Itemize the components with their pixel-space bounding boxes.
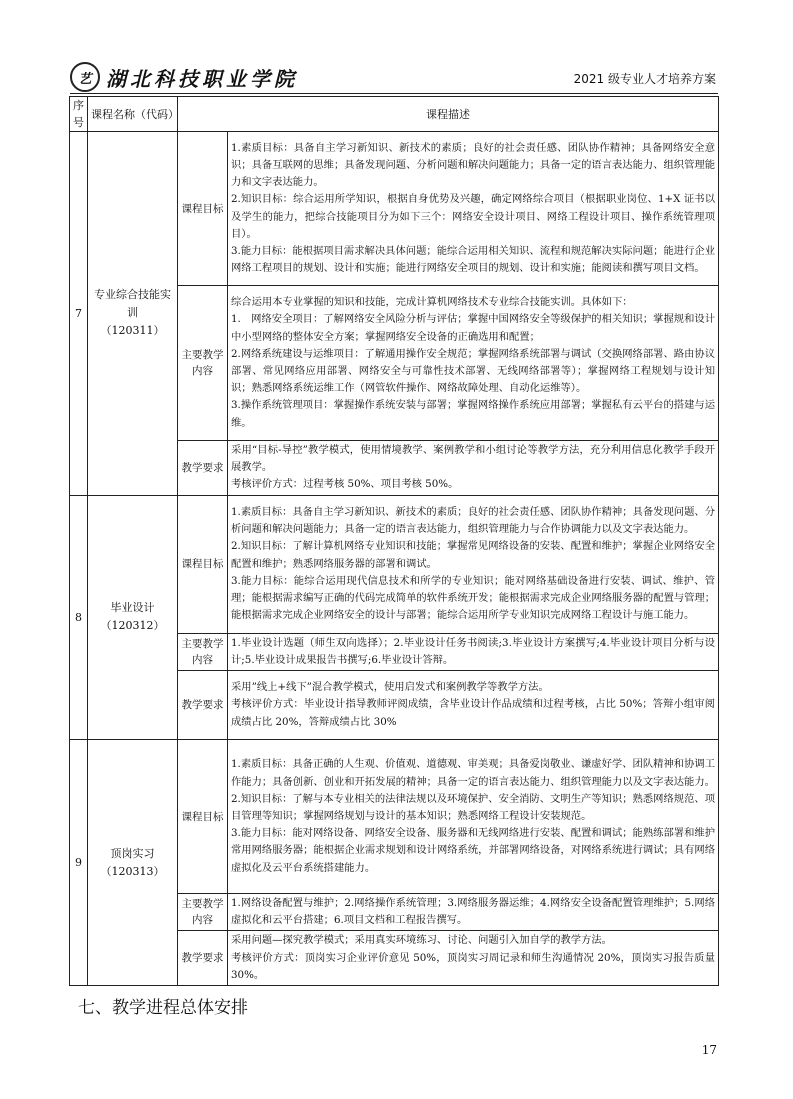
course-description-table xyxy=(69,96,719,986)
course-code: （120313） xyxy=(100,864,165,878)
description-paragraph: 1.素质目标：具备自主学习新知识、新技术的素质；良好的社会责任感、团队协作精神；具备发现问题、分析问题和解决问题能力；具备一定的语言表达能力，组织管理能力与合作协调能力以及文字表达能力。 xyxy=(231,505,715,536)
course-code: （120311） xyxy=(100,324,165,338)
description-paragraph: 3.能力目标：能根据项目需求解决具体问题；能综合运用相关知识、流程和规范解决实际问题；能进行企业网络工程项目的规划、设计和实施；能进行网络安全项目的规划、设计和实施；能阅读和撰写项目文档。 xyxy=(231,244,715,275)
description-paragraph: 2.知识目标：了解与本专业相关的法律法规以及环境保护、安全消防、文明生产等知识；熟悉网络规范、项目管理等知识；掌握网络规划与设计的基本知识；熟悉网络工程设计安装规范。 xyxy=(231,792,715,822)
course-name: 专业综合技能实训 xyxy=(94,288,171,320)
description-paragraph: 3.能力目标：能对网络设备、网络安全设备、服务器和无线网络进行安装、配置和调试；能熟练部署和维护常用网络服务器；能根据企业需求规划和设计网络系统，并部署网络设备，对网络系统进行调试；具有网络虚拟化及云平台系统搭建能力。 xyxy=(231,827,715,874)
course-name: 顶岗实习 xyxy=(110,846,155,860)
table-row xyxy=(70,132,719,286)
section-text-content xyxy=(228,286,719,441)
page-number: 17 xyxy=(701,1043,717,1057)
table-row xyxy=(70,740,719,894)
section-label-goal: 课程目标 xyxy=(178,132,228,286)
table-body xyxy=(70,132,719,986)
description-paragraph: 采用”线上+线下”混合教学模式，使用启发式和案例教学等教学方法。 xyxy=(231,681,549,694)
section-label-content: 主要教学内容 xyxy=(178,286,228,441)
section-text-requirement xyxy=(228,931,719,986)
header-divider xyxy=(70,93,718,94)
description-paragraph: 1.素质目标：具备自主学习新知识、新技术的素质；良好的社会责任感、团队协作精神；具备网络安全意识；具备互联网的思维；具备发现问题、分析问题和解决问题能力；具备一定的语言表达能力、组织管理能力和文字表达能力。 xyxy=(231,141,715,189)
section-text-content xyxy=(228,633,719,670)
course-name-cell xyxy=(88,495,178,739)
section-label-goal: 课程目标 xyxy=(178,495,228,633)
course-number: 9 xyxy=(70,740,88,986)
course-name: 毕业设计 xyxy=(110,601,155,615)
description-paragraph: 1. 网络安全项目：了解网络安全风险分析与评估；掌握中国网络安全等级保护的相关知识；掌握规和设计中小型网络的整体安全方案；掌握网络安全设备的正确选用和配置； xyxy=(231,313,715,343)
school-name: 湖北科技职业学院 xyxy=(106,66,298,91)
document-title: 2021 级专业人才培养方案 xyxy=(573,72,716,86)
course-name-cell xyxy=(88,132,178,496)
school-seal-icon: 艺 xyxy=(70,62,100,92)
section-text-goal xyxy=(228,495,719,633)
course-name-cell xyxy=(88,740,178,986)
section-label-requirement: 教学要求 xyxy=(178,671,228,740)
header-no: 序号 xyxy=(70,97,88,132)
section-heading: 七、教学进程总体安排 xyxy=(78,998,248,1018)
section-text-requirement xyxy=(228,671,719,740)
table-header-row xyxy=(70,97,719,132)
description-paragraph: 1.素质目标：具备正确的人生观、价值观、道德观、审美观；具备爱岗敬业、谦虚好学、团队精神和协调工作能力；具备创新、创业和开拓发展的精神；具备一定的语言表达能力、组织管理能力以及文字表达能力。 xyxy=(231,758,715,788)
description-paragraph: 2.网络系统建设与运维项目：了解通用操作安全规范；掌握网络系统部署与调试（交换网络部署、路由协议部署、常见网络应用部署、网络安全与可靠性技术部署、无线网络部署等）；掌握网络工程规划与设计知识；熟悉网络系统运维工作（网管软件操作、网络故障处理、自动化运维等）。 xyxy=(231,347,715,395)
section-text-content xyxy=(228,894,719,931)
description-paragraph: 2.知识目标：了解计算机网络专业知识和技能；掌握常见网络设备的安装、配置和维护；掌握企业网络安全配置和维护；熟悉网络服务器的部署和调试。 xyxy=(231,540,715,570)
section-text-goal xyxy=(228,132,719,286)
description-paragraph: 采用“目标-导控”教学模式，使用情境教学、案例教学和小组讨论等教学方法，充分利用信息化教学手段开展教学。 xyxy=(231,444,715,474)
description-paragraph: 3.能力目标：能综合运用现代信息技术和所学的专业知识；能对网络基础设备进行安装、调试、维护、管理；能根据需求编写正确的代码完成简单的软件系统开发；能根据需求完成企业网络服务器的配置与管理；能根据需求完成企业网络安全的设计与部署；能综合运用所学专业知识完成网络工程设计与施工能力。 xyxy=(231,574,715,622)
description-paragraph: 3.操作系统管理项目：掌握操作系统安装与部署；掌握网络操作系统应用部署；掌握私有云平台的搭建与运维。 xyxy=(231,399,715,429)
section-label-content: 主要教学内容 xyxy=(178,633,228,670)
description-paragraph: 考核评价方式：顶岗实习企业评价意见 50%，顶岗实习周记录和师生沟通情况 20%，顶岗实习报告质量 30%。 xyxy=(231,951,715,981)
section-label-goal: 课程目标 xyxy=(178,740,228,894)
header-course-name: 课程名称（代码） xyxy=(88,97,178,132)
course-number: 8 xyxy=(70,495,88,739)
table-row xyxy=(70,495,719,633)
description-paragraph: 1.网络设备配置与维护；2.网络操作系统管理；3.网络服务器运维；4.网络安全设备配置管理维护；5.网络虚拟化和云平台搭建；6.项目文档和工程报告撰写。 xyxy=(231,897,715,927)
section-label-content: 主要教学内容 xyxy=(178,894,228,931)
course-number: 7 xyxy=(70,132,88,496)
description-paragraph: 1.毕业设计选题（师生双向选择）；2.毕业设计任务书阅读;3.毕业设计方案撰写;4.毕业设计项目分析与设计;5.毕业设计成果报告书撰写;6.毕业设计答辩。 xyxy=(231,636,715,666)
section-text-requirement xyxy=(228,441,719,496)
description-paragraph: 考核评价方式：过程考核 50%、项目考核 50%。 xyxy=(231,478,459,491)
page-header xyxy=(70,62,718,92)
section-label-requirement: 教学要求 xyxy=(178,441,228,496)
description-paragraph: 2.知识目标：综合运用所学知识，根据自身优势及兴趣，确定网络综合项目（根据职业岗位、1+X 证书以及学生的能力，把综合技能项目分为如下三个：网络安全设计项目、网络工程设计项目、操作系统管理项目）。 xyxy=(231,193,715,240)
section-label-requirement: 教学要求 xyxy=(178,931,228,986)
description-paragraph: 考核评价方式：毕业设计指导教师评阅成绩，含毕业设计作品成绩和过程考核，占比 50%；答辩小组审阅成绩占比 20%，答辩成绩占比 30% xyxy=(231,698,715,728)
section-text-goal xyxy=(228,740,719,894)
school-logo xyxy=(70,62,298,92)
description-paragraph: 综合运用本专业掌握的知识和技能，完成计算机网络技术专业综合技能实训。具体如下： xyxy=(231,296,633,309)
course-code: （120312） xyxy=(100,619,165,633)
description-paragraph: 采用问题—探究教学模式；采用真实环境练习、讨论、问题引入加自学的教学方法。 xyxy=(231,934,612,947)
header-description: 课程描述 xyxy=(178,97,719,132)
